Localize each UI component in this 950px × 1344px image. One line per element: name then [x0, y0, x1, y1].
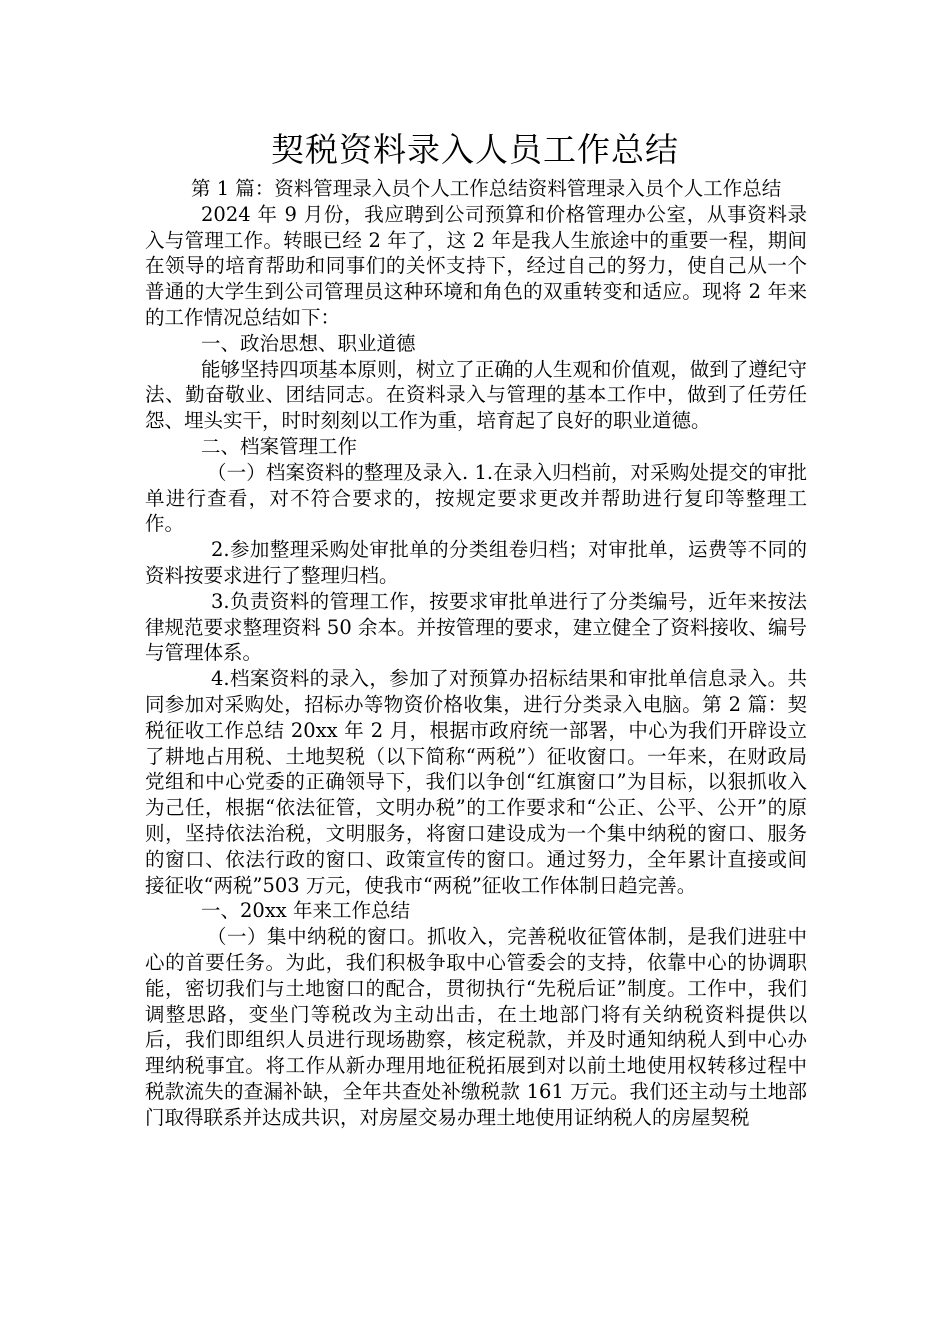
document-body: [145, 176, 807, 1130]
paragraph: 2024 年 9 月份，我应聘到公司预算和价格管理办公室，从事资料录入与管理工作。转眼已经 2 年了，这 2 年是我人生旅途中的重要一程，期间在领导的培育帮助和同事们的关怀支持下，经过自己的努力，使自己从一个普通的大学生到公司管理员这种环境和角色的双重转变和适应。现将 2 年来的工作情况总结如下：: [145, 202, 807, 329]
paragraph: 能够坚持四项基本原则，树立了正确的人生观和价值观，做到了遵纪守法、勤奋敬业、团结同志。在资料录入与管理的基本工作中，做到了任劳任怨、埋头实干，时时刻刻以工作为重，培育起了良好的职业道德。: [145, 357, 807, 433]
paragraph: 第 1 篇：资料管理录入员个人工作总结资料管理录入员个人工作总结: [191, 177, 782, 200]
document-title: 契税资料录入人员工作总结: [271, 130, 679, 169]
paragraph: 3.负责资料的管理工作，按要求审批单进行了分类编号，近年来按法律规范要求整理资料 50 余本。并按管理的要求，建立健全了资料接收、编号与管理体系。: [145, 589, 807, 665]
section-heading: 一、政治思想、职业道德: [201, 331, 416, 355]
section-heading: 二、档案管理工作: [201, 434, 358, 458]
paragraph: 2.参加整理采购处审批单的分类组卷归档；对审批单，运费等不同的资料按要求进行了整理归档。: [145, 538, 807, 587]
paragraph: （一）档案资料的整理及录入. 1.在录入归档前，对采购处提交的审批单进行查看，对不符合要求的，按规定要求更改并帮助进行复印等整理工作。: [145, 460, 807, 536]
section-heading: 一、20xx 年来工作总结: [201, 899, 411, 923]
paragraph: 4.档案资料的录入，参加了对预算办招标结果和审批单信息录入。共同参加对采购处，招标办等物资价格收集，进行分类录入电脑。第 2 篇：契税征收工作总结 20xx 年 2 月，根据市政府统一部署，中心为我们开辟设立了耕地占用税、土地契税（以下简称“两税”）征收窗口。一年来，在财政局党组和中心党委的正确领导下，我们以争创“红旗窗口”为目标，以狠抓收入为己任，根据“依法征管，文明办税”的工作要求和“公正、公平、公开”的原则，坚持依法治税，文明服务，将窗口建设成为一个集中纳税的窗口、服务的窗口、依法行政的窗口、政策宣传的窗口。通过努力，全年累计直接或间接征收“两税”503 万元，使我市“两税”征收工作体制日趋完善。: [145, 667, 807, 897]
paragraph: （一）集中纳税的窗口。抓收入，完善税收征管体制，是我们进驻中心的首要任务。为此，我们积极争取中心管委会的支持，依靠中心的协调职能，密切我们与土地窗口的配合，贯彻执行“先税后证”制度。工作中，我们调整思路，变坐门等税改为主动出击，在土地部门将有关纳税资料提供以后，我们即组织人员进行现场勘察，核定税款，并及时通知纳税人到中心办理纳税事宜。将工作从新办理用地征税拓展到对以前土地使用权转移过程中税款流失的查漏补缺，全年共查处补缴税款 161 万元。我们还主动与土地部门取得联系并达成共识，对房屋交易办理土地使用证纳税人的房屋契税: [145, 925, 807, 1129]
